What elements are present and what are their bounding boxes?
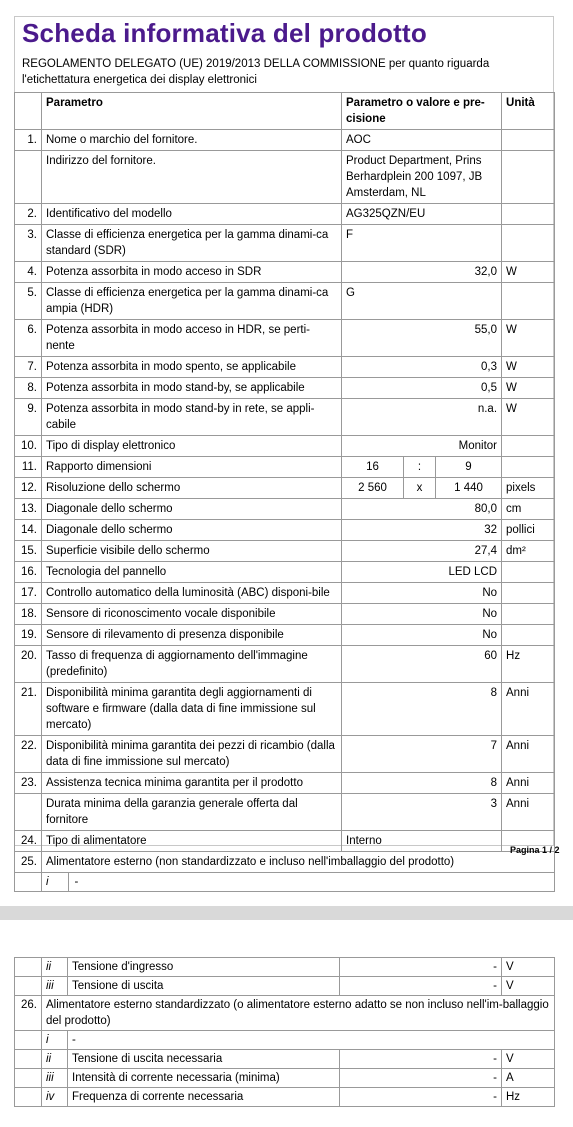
row-number: 18.	[15, 604, 42, 625]
table-row	[15, 736, 555, 773]
table-row	[15, 499, 555, 520]
row-param: Indirizzo del fornitore.	[42, 151, 342, 204]
header-param: Parametro	[42, 93, 342, 130]
row-number: 12.	[15, 478, 42, 499]
header-value: Parametro o valore e pre-cisione	[342, 93, 502, 130]
row-param: Nome o marchio del fornitore.	[42, 130, 342, 151]
row-unit: A	[502, 1069, 555, 1088]
page-number: Pagina 1 / 2	[510, 845, 560, 855]
row-param: Superficie visibile dello schermo	[42, 541, 342, 562]
row-param: Tipo di display elettronico	[42, 436, 342, 457]
resolution-w: 2 560	[342, 478, 404, 499]
row-param: Tecnologia del pannello	[42, 562, 342, 583]
row-number: 1.	[15, 130, 42, 151]
table-row	[15, 773, 555, 794]
roman-numeral: i	[42, 1031, 68, 1050]
row-value: LED LCD	[342, 562, 502, 583]
table-row	[15, 646, 555, 683]
table-row	[15, 1069, 555, 1088]
row-value: No	[342, 604, 502, 625]
row-param: Potenza assorbita in modo stand-by in rete, se appli-cabile	[42, 399, 342, 436]
row-value: 0,5	[342, 378, 502, 399]
row-number: 3.	[15, 225, 42, 262]
table-row	[15, 562, 555, 583]
row-value: Product Department, Prins Berhardplein 200 1097, JB Amsterdam, NL	[342, 151, 502, 204]
row-number: 19.	[15, 625, 42, 646]
row-value: 60	[342, 646, 502, 683]
row-param: Potenza assorbita in modo acceso in SDR	[42, 262, 342, 283]
row-unit: Anni	[502, 683, 555, 736]
row-number: 8.	[15, 378, 42, 399]
row-unit: dm²	[502, 541, 555, 562]
row-number: 13.	[15, 499, 42, 520]
table-row	[15, 283, 555, 320]
table-header-row	[15, 93, 555, 130]
row-param: Durata minima della garanzia generale offerta dal fornitore	[42, 794, 342, 831]
row-unit: W	[502, 399, 555, 436]
row-number: 15.	[15, 541, 42, 562]
row-param: Tensione di uscita	[68, 977, 340, 996]
ratio-a: 16	[342, 457, 404, 478]
row-param: Classe di efficienza energetica per la gamma dinami-ca standard (SDR)	[42, 225, 342, 262]
row-param: Risoluzione dello schermo	[42, 478, 342, 499]
table-row	[15, 436, 555, 457]
table-row	[15, 873, 555, 892]
row-number: 2.	[15, 204, 42, 225]
row-param: Assistenza tecnica minima garantita per il prodotto	[42, 773, 342, 794]
table-row	[15, 378, 555, 399]
table-row	[15, 625, 555, 646]
row-value: Interno	[342, 831, 502, 852]
row-value: 27,4	[342, 541, 502, 562]
table-row	[15, 1050, 555, 1069]
table-row	[15, 151, 555, 204]
row-number: 5.	[15, 283, 42, 320]
roman-numeral: iii	[42, 977, 68, 996]
row-number: 16.	[15, 562, 42, 583]
page-2	[0, 952, 573, 1127]
row-number: 22.	[15, 736, 42, 773]
table-row	[15, 204, 555, 225]
row-param: Tipo di alimentatore	[42, 831, 342, 852]
page-separator-band	[0, 906, 573, 920]
table-row	[15, 1088, 555, 1107]
row-param: Diagonale dello schermo	[42, 499, 342, 520]
row-value: n.a.	[342, 399, 502, 436]
ratio-b: 9	[436, 457, 502, 478]
row-param: Frequenza di corrente necessaria	[68, 1088, 340, 1107]
roman-numeral: ii	[42, 1050, 68, 1069]
row-value: 55,0	[342, 320, 502, 357]
roman-numeral: ii	[42, 958, 68, 977]
row-value: -	[340, 958, 502, 977]
row-unit: V	[502, 958, 555, 977]
row-number: 17.	[15, 583, 42, 604]
row-unit: pollici	[502, 520, 555, 541]
row-value: 8	[342, 773, 502, 794]
row-value: No	[342, 625, 502, 646]
row-param: Alimentatore esterno (non standardizzato e incluso nell'imballaggio del prodotto)	[42, 852, 555, 873]
resolution-h: 1 440	[436, 478, 502, 499]
row-value: -	[340, 1088, 502, 1107]
page-title: Scheda informativa del prodotto	[22, 18, 427, 48]
table-row	[15, 683, 555, 736]
row-param: Disponibilità minima garantita degli aggiornamenti di software e firmware (dalla data di fine immissione sul mercato)	[42, 683, 342, 736]
resolution-sep: x	[404, 478, 436, 499]
table-row	[15, 958, 555, 977]
row-number: 21.	[15, 683, 42, 736]
ratio-sep: :	[404, 457, 436, 478]
row-value: 0,3	[342, 357, 502, 378]
row-value: G	[342, 283, 502, 320]
row-unit: Hz	[502, 1088, 555, 1107]
row-value: 32,0	[342, 262, 502, 283]
header-unit: Unità	[502, 93, 555, 130]
row-value: 3	[342, 794, 502, 831]
table-row	[15, 583, 555, 604]
row-param: Alimentatore esterno standardizzato (o alimentatore esterno adatto se non incluso nell'im-ballaggio del prodotto)	[42, 996, 555, 1031]
product-info-table-continued	[14, 957, 555, 1107]
row-param: Identificativo del modello	[42, 204, 342, 225]
table-row	[15, 977, 555, 996]
row-param: Intensità di corrente necessaria (minima)	[68, 1069, 340, 1088]
table-row	[15, 478, 555, 499]
row-number: 23.	[15, 773, 42, 794]
row-param: Diagonale dello schermo	[42, 520, 342, 541]
row-param: Rapporto dimensioni	[42, 457, 342, 478]
row-value: -	[68, 1031, 555, 1050]
row-unit: W	[502, 262, 555, 283]
row-value: 8	[342, 683, 502, 736]
table-row	[15, 130, 555, 151]
roman-numeral: iv	[42, 1088, 68, 1107]
row-value: AG325QZN/EU	[342, 204, 502, 225]
row-value: -	[340, 977, 502, 996]
page-separator	[0, 900, 573, 952]
roman-numeral: i	[42, 873, 68, 891]
row-param: Sensore di rilevamento di presenza disponibile	[42, 625, 342, 646]
row-value: -	[340, 1069, 502, 1088]
row-value: AOC	[342, 130, 502, 151]
row-value: Monitor	[342, 436, 502, 457]
row-number: 11.	[15, 457, 42, 478]
row-value: 7	[342, 736, 502, 773]
table-row	[15, 604, 555, 625]
row-number: 4.	[15, 262, 42, 283]
regulation-text: REGOLAMENTO DELEGATO (UE) 2019/2013 DELLA COMMISSIONE per quanto riguarda l'etichettatura energetica dei display elettronici	[22, 58, 490, 86]
table-row	[15, 541, 555, 562]
table-row	[15, 831, 555, 852]
table-row	[15, 399, 555, 436]
row-unit: W	[502, 378, 555, 399]
row-unit: pixels	[502, 478, 555, 499]
row-number: 9.	[15, 399, 42, 436]
row-param: Controllo automatico della luminosità (ABC) disponi-bile	[42, 583, 342, 604]
table-row	[15, 225, 555, 262]
row-number: 26.	[15, 996, 42, 1031]
row-unit: Anni	[502, 736, 555, 773]
row-value: -	[74, 876, 79, 888]
row-param: Disponibilità minima garantita dei pezzi di ricambio (dalla data di fine immissione sul mercato)	[42, 736, 342, 773]
table-row	[15, 794, 555, 831]
table-row	[15, 520, 555, 541]
table-row	[15, 457, 555, 478]
row-param: Potenza assorbita in modo acceso in HDR, se perti-nente	[42, 320, 342, 357]
roman-numeral: iii	[42, 1069, 68, 1088]
row-param: Potenza assorbita in modo stand-by, se applicabile	[42, 378, 342, 399]
row-value: 32	[342, 520, 502, 541]
row-param: Tasso di frequenza di aggiornamento dell'immagine (predefinito)	[42, 646, 342, 683]
row-unit: Hz	[502, 646, 555, 683]
product-info-table	[14, 92, 555, 892]
row-number: 20.	[15, 646, 42, 683]
row-param: Sensore di riconoscimento vocale disponibile	[42, 604, 342, 625]
row-unit: Anni	[502, 773, 555, 794]
table-row	[15, 996, 555, 1031]
table-row	[15, 852, 555, 873]
row-unit: V	[502, 977, 555, 996]
row-unit: W	[502, 320, 555, 357]
row-unit: V	[502, 1050, 555, 1069]
row-param: Potenza assorbita in modo spento, se applicabile	[42, 357, 342, 378]
row-number: 10.	[15, 436, 42, 457]
row-number: 6.	[15, 320, 42, 357]
row-value: -	[340, 1050, 502, 1069]
row-unit: Anni	[502, 794, 555, 831]
row-value: F	[342, 225, 502, 262]
row-number: 7.	[15, 357, 42, 378]
table-row	[15, 320, 555, 357]
row-number: 14.	[15, 520, 42, 541]
row-value: 80,0	[342, 499, 502, 520]
row-number: 24.	[15, 831, 42, 852]
row-param: Tensione d'ingresso	[68, 958, 340, 977]
row-param: Classe di efficienza energetica per la gamma dinami-ca ampia (HDR)	[42, 283, 342, 320]
table-row	[15, 357, 555, 378]
row-unit: cm	[502, 499, 555, 520]
table-row	[15, 1031, 555, 1050]
row-number: 25.	[15, 852, 42, 873]
row-unit: W	[502, 357, 555, 378]
row-param: Tensione di uscita necessaria	[68, 1050, 340, 1069]
table-row	[15, 262, 555, 283]
row-value: No	[342, 583, 502, 604]
